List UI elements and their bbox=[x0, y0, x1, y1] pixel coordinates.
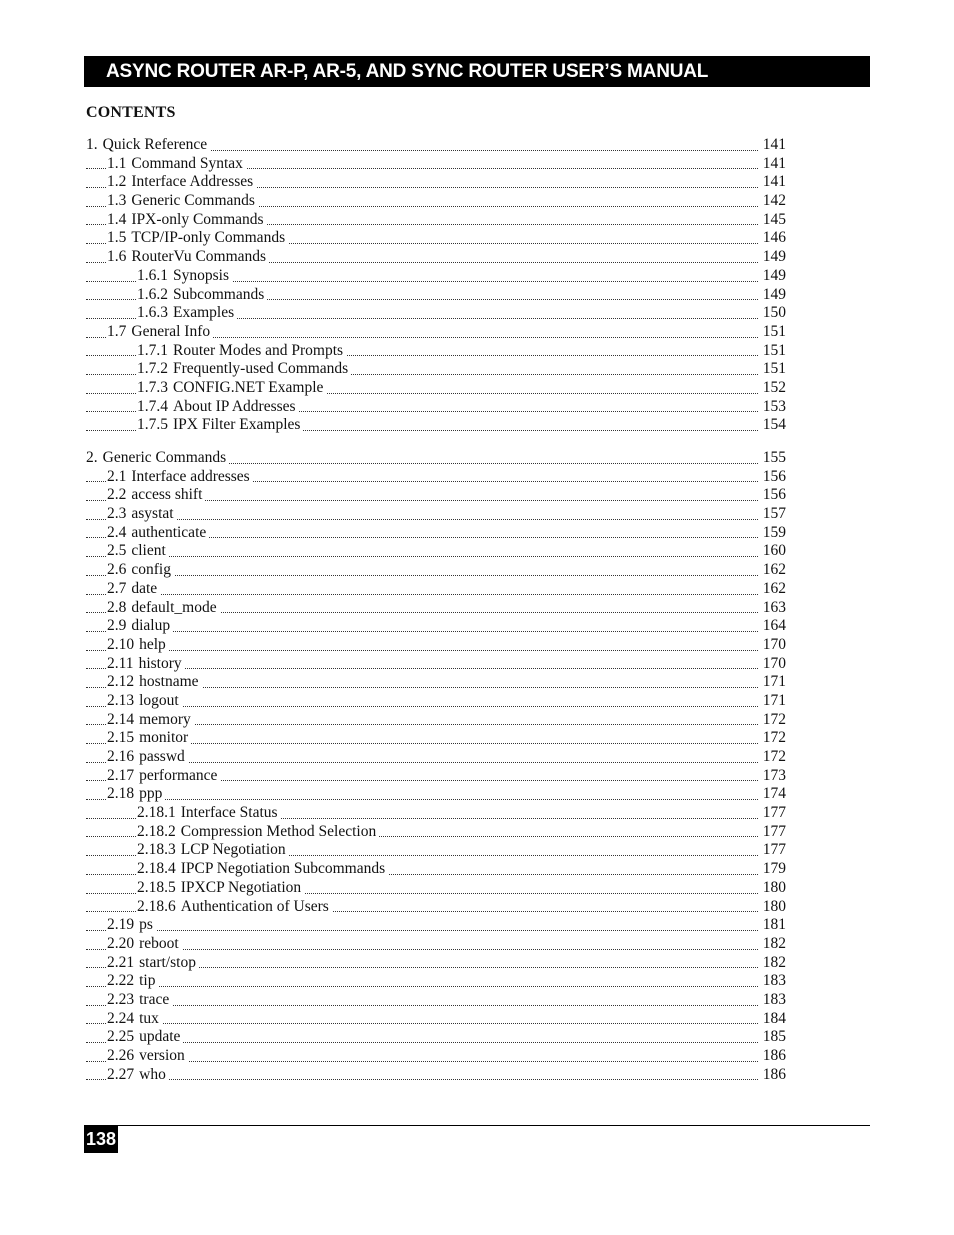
toc-entry-label bbox=[107, 991, 172, 1010]
dot-leader bbox=[86, 594, 758, 595]
toc-entry-label bbox=[137, 379, 326, 398]
toc-entry-number: 1.6.3 bbox=[137, 304, 173, 321]
toc-entry-title: About IP Addresses bbox=[173, 398, 299, 415]
toc-entry[interactable] bbox=[86, 342, 786, 361]
toc-entry-page: 186 bbox=[762, 1065, 786, 1083]
toc-entry-title: TCP/IP-only Commands bbox=[131, 229, 288, 246]
toc-entry[interactable] bbox=[86, 860, 786, 879]
toc-entry-title: access shift bbox=[131, 486, 205, 503]
toc-entry[interactable] bbox=[86, 449, 786, 468]
toc-entry[interactable] bbox=[86, 136, 786, 155]
toc-entry-title: reboot bbox=[139, 935, 182, 952]
toc-entry-label bbox=[107, 767, 220, 786]
toc-entry-label bbox=[137, 860, 388, 879]
toc-entry[interactable] bbox=[86, 599, 786, 618]
toc-entry-number: 1.7 bbox=[107, 323, 131, 340]
toc-entry-page: 186 bbox=[762, 1047, 786, 1064]
toc-entry-number: 2.18 bbox=[107, 785, 139, 802]
toc-entry-title: performance bbox=[139, 767, 220, 784]
toc-entry[interactable] bbox=[86, 561, 786, 580]
toc-entry[interactable] bbox=[86, 267, 786, 286]
toc-entry-title: history bbox=[139, 655, 185, 672]
toc-entry-label bbox=[86, 136, 210, 155]
toc-entry-label bbox=[107, 692, 182, 711]
dot-leader bbox=[86, 930, 758, 931]
toc-entry-page: 157 bbox=[762, 505, 786, 523]
toc-entry[interactable] bbox=[86, 804, 786, 823]
toc-entry-title: ps bbox=[139, 916, 156, 933]
toc-entry-title: Interface Addresses bbox=[131, 173, 256, 190]
toc-entry-number: 2.25 bbox=[107, 1028, 139, 1045]
toc-entry-title: IPX Filter Examples bbox=[173, 416, 303, 433]
table-of-contents bbox=[86, 136, 786, 1084]
toc-entry-page: 182 bbox=[762, 953, 786, 971]
toc-entry-number: 2.19 bbox=[107, 916, 139, 933]
toc-entry-number: 2. bbox=[86, 449, 103, 466]
toc-entry-page: 141 bbox=[762, 136, 786, 153]
toc-entry-label bbox=[107, 729, 191, 748]
toc-entry-title: passwd bbox=[139, 748, 188, 765]
dot-leader bbox=[86, 1079, 758, 1080]
toc-entry-page: 156 bbox=[762, 486, 786, 504]
toc-entry[interactable] bbox=[86, 580, 786, 599]
toc-entry[interactable] bbox=[86, 379, 786, 398]
toc-entry-title: tip bbox=[139, 972, 158, 989]
toc-entry-title: Generic Commands bbox=[103, 449, 230, 466]
toc-entry[interactable] bbox=[86, 323, 786, 342]
toc-entry-title: start/stop bbox=[139, 954, 199, 971]
toc-entry[interactable] bbox=[86, 991, 786, 1010]
toc-entry-page: 177 bbox=[762, 822, 786, 840]
contents-heading: CONTENTS bbox=[86, 104, 176, 121]
toc-entry-number: 2.13 bbox=[107, 692, 139, 709]
toc-entry-title: hostname bbox=[139, 673, 201, 690]
toc-entry-number: 1.6 bbox=[107, 248, 131, 265]
running-header bbox=[84, 56, 870, 87]
toc-entry-page: 177 bbox=[762, 841, 786, 859]
toc-entry-number: 2.6 bbox=[107, 561, 131, 578]
toc-entry-title: Examples bbox=[173, 304, 237, 321]
toc-entry-title: date bbox=[131, 580, 160, 597]
toc-entry-label bbox=[107, 524, 209, 543]
toc-entry-label bbox=[107, 155, 246, 174]
toc-entry-page: 183 bbox=[762, 972, 786, 990]
toc-entry-label bbox=[107, 542, 169, 561]
toc-entry-title: ppp bbox=[139, 785, 165, 802]
toc-entry-page: 172 bbox=[762, 710, 786, 728]
toc-entry[interactable] bbox=[86, 248, 786, 267]
footer-rule bbox=[84, 1125, 870, 1126]
toc-entry-label bbox=[107, 935, 182, 954]
toc-entry-title: LCP Negotiation bbox=[181, 841, 289, 858]
toc-entry-number: 1.4 bbox=[107, 211, 131, 228]
toc-entry-number: 2.8 bbox=[107, 599, 131, 616]
toc-entry-number: 1.7.5 bbox=[137, 416, 173, 433]
toc-entry-number: 2.5 bbox=[107, 542, 131, 559]
toc-entry-number: 2.20 bbox=[107, 935, 139, 952]
toc-entry-number: 2.3 bbox=[107, 505, 131, 522]
toc-entry-number: 1.5 bbox=[107, 229, 131, 246]
toc-entry[interactable] bbox=[86, 173, 786, 192]
toc-entry-page: 163 bbox=[762, 598, 786, 616]
manual-title: ASYNC ROUTER AR-P, AR-5, AND SYNC ROUTER USER’S MANUAL bbox=[106, 61, 709, 82]
toc-entry-label bbox=[107, 248, 269, 267]
toc-entry[interactable] bbox=[86, 360, 786, 379]
toc-entry[interactable] bbox=[86, 304, 786, 323]
toc-entry-number: 2.4 bbox=[107, 524, 131, 541]
toc-entry[interactable] bbox=[86, 972, 786, 991]
toc-entry-title: memory bbox=[139, 711, 194, 728]
toc-entry-number: 1.2 bbox=[107, 173, 131, 190]
toc-entry-label bbox=[137, 823, 379, 842]
toc-entry[interactable] bbox=[86, 823, 786, 842]
toc-entry-page: 185 bbox=[762, 1028, 786, 1046]
toc-entry-number: 1.6.2 bbox=[137, 286, 173, 303]
toc-entry[interactable] bbox=[86, 655, 786, 674]
toc-entry-page: 181 bbox=[762, 916, 786, 934]
toc-entry[interactable] bbox=[86, 785, 786, 804]
toc-entry-title: Command Syntax bbox=[131, 155, 246, 172]
toc-entry-number: 2.14 bbox=[107, 711, 139, 728]
toc-entry-label bbox=[107, 636, 169, 655]
toc-entry-page: 173 bbox=[762, 766, 786, 784]
toc-entry-label bbox=[107, 229, 288, 248]
toc-entry-label bbox=[137, 342, 346, 361]
toc-entry-label bbox=[107, 580, 160, 599]
toc-entry[interactable] bbox=[86, 692, 786, 711]
toc-entry[interactable] bbox=[86, 416, 786, 435]
toc-entry-number: 2.10 bbox=[107, 636, 139, 653]
toc-entry[interactable] bbox=[86, 192, 786, 211]
toc-entry[interactable] bbox=[86, 229, 786, 248]
toc-entry-title: Interface addresses bbox=[131, 468, 252, 485]
toc-entry-label bbox=[107, 211, 267, 230]
toc-entry-label bbox=[107, 655, 185, 674]
toc-entry[interactable] bbox=[86, 1028, 786, 1047]
toc-entry-title: Subcommands bbox=[173, 286, 267, 303]
toc-entry-label bbox=[107, 561, 174, 580]
toc-entry-page: 170 bbox=[762, 654, 786, 672]
toc-entry-number: 1.7.2 bbox=[137, 360, 173, 377]
toc-entry[interactable] bbox=[86, 398, 786, 417]
toc-entry[interactable] bbox=[86, 1010, 786, 1029]
toc-entry-page: 146 bbox=[762, 229, 786, 247]
toc-entry-number: 2.18.4 bbox=[137, 860, 181, 877]
toc-entry-page: 151 bbox=[762, 341, 786, 359]
toc-entry[interactable] bbox=[86, 505, 786, 524]
toc-entry[interactable] bbox=[86, 711, 786, 730]
toc-entry-label bbox=[107, 916, 156, 935]
toc-entry-page: 164 bbox=[762, 617, 786, 635]
toc-entry-page: 151 bbox=[762, 360, 786, 378]
toc-entry-label bbox=[107, 599, 220, 618]
toc-entry-number: 2.2 bbox=[107, 486, 131, 503]
toc-entry-label bbox=[107, 785, 165, 804]
toc-entry-number: 2.18.1 bbox=[137, 804, 181, 821]
toc-entry[interactable] bbox=[86, 748, 786, 767]
toc-entry-page: 141 bbox=[762, 154, 786, 172]
toc-entry-number: 2.23 bbox=[107, 991, 139, 1008]
toc-entry-page: 182 bbox=[762, 934, 786, 952]
toc-entry-label bbox=[137, 286, 267, 305]
toc-entry-page: 156 bbox=[762, 467, 786, 485]
toc-entry[interactable] bbox=[86, 468, 786, 487]
toc-entry-number: 1.6.1 bbox=[137, 267, 173, 284]
toc-entry-title: General Info bbox=[131, 323, 213, 340]
toc-entry-label bbox=[107, 711, 194, 730]
toc-entry[interactable] bbox=[86, 767, 786, 786]
toc-entry[interactable] bbox=[86, 916, 786, 935]
toc-entry-label bbox=[137, 898, 332, 917]
toc-entry-label bbox=[86, 449, 229, 468]
dot-leader bbox=[86, 706, 758, 707]
toc-entry-title: CONFIG.NET Example bbox=[173, 379, 326, 396]
toc-entry[interactable] bbox=[86, 524, 786, 543]
toc-entry-number: 1.7.1 bbox=[137, 342, 173, 359]
toc-entry-label bbox=[107, 1066, 169, 1085]
toc-entry-page: 177 bbox=[762, 804, 786, 822]
toc-entry-page: 172 bbox=[762, 748, 786, 765]
toc-entry-label bbox=[137, 267, 232, 286]
toc-entry-page: 180 bbox=[762, 897, 786, 915]
toc-entry-page: 150 bbox=[762, 304, 786, 322]
toc-entry-number: 2.15 bbox=[107, 729, 139, 746]
toc-entry-number: 1.3 bbox=[107, 192, 131, 209]
toc-entry-title: monitor bbox=[139, 729, 191, 746]
toc-entry[interactable] bbox=[86, 155, 786, 174]
toc-entry[interactable] bbox=[86, 935, 786, 954]
toc-entry-title: tux bbox=[139, 1010, 162, 1027]
toc-entry-title: Router Modes and Prompts bbox=[173, 342, 346, 359]
toc-entry-label bbox=[107, 954, 199, 973]
toc-entry-page: 170 bbox=[762, 635, 786, 653]
toc-entry-page: 152 bbox=[762, 378, 786, 396]
dot-leader bbox=[86, 799, 758, 800]
toc-entry-page: 149 bbox=[762, 266, 786, 284]
toc-entry-number: 2.17 bbox=[107, 767, 139, 784]
toc-entry-number: 2.18.3 bbox=[137, 841, 181, 858]
toc-entry-number: 2.26 bbox=[107, 1047, 139, 1064]
dot-leader bbox=[86, 631, 758, 632]
toc-entry-title: config bbox=[131, 561, 174, 578]
toc-entry-page: 171 bbox=[762, 673, 786, 691]
toc-entry-label bbox=[137, 360, 351, 379]
toc-entry-label bbox=[107, 468, 253, 487]
toc-entry[interactable] bbox=[86, 729, 786, 748]
toc-entry-number: 2.21 bbox=[107, 954, 139, 971]
toc-entry-title: authenticate bbox=[131, 524, 209, 541]
toc-entry-number: 2.7 bbox=[107, 580, 131, 597]
toc-entry-label bbox=[137, 416, 303, 435]
toc-entry[interactable] bbox=[86, 1047, 786, 1066]
toc-entry-page: 174 bbox=[762, 785, 786, 803]
toc-entry-label bbox=[107, 972, 159, 991]
toc-entry[interactable] bbox=[86, 954, 786, 973]
toc-entry-page: 153 bbox=[762, 397, 786, 415]
toc-entry-number: 2.18.6 bbox=[137, 898, 181, 915]
toc-entry[interactable] bbox=[86, 673, 786, 692]
toc-entry-number: 1.7.4 bbox=[137, 398, 173, 415]
page-number: 138 bbox=[84, 1125, 118, 1153]
toc-entry-title: IPCP Negotiation Subcommands bbox=[181, 860, 388, 877]
dot-leader bbox=[86, 1005, 758, 1006]
toc-entry-page: 160 bbox=[762, 542, 786, 560]
toc-entry-number: 2.9 bbox=[107, 617, 131, 634]
toc-entry[interactable] bbox=[86, 286, 786, 305]
toc-entry-label bbox=[137, 304, 237, 323]
toc-entry-number: 2.22 bbox=[107, 972, 139, 989]
dot-leader bbox=[86, 556, 758, 557]
toc-entry-label bbox=[107, 505, 177, 524]
toc-entry-page: 183 bbox=[762, 990, 786, 1008]
toc-entry-number: 1. bbox=[86, 136, 103, 153]
toc-entry-number: 1.1 bbox=[107, 155, 131, 172]
dot-leader bbox=[86, 650, 758, 651]
toc-entry[interactable] bbox=[86, 898, 786, 917]
toc-entry-label bbox=[107, 617, 173, 636]
toc-entry-page: 162 bbox=[762, 561, 786, 579]
toc-entry-title: Authentication of Users bbox=[181, 898, 332, 915]
toc-entry[interactable] bbox=[86, 211, 786, 230]
toc-entry-page: 149 bbox=[762, 248, 786, 266]
toc-entry-title: trace bbox=[139, 991, 172, 1008]
toc-entry-page: 145 bbox=[762, 210, 786, 228]
toc-entry-label bbox=[107, 486, 205, 505]
toc-entry-page: 151 bbox=[762, 322, 786, 340]
toc-entry-title: Generic Commands bbox=[131, 192, 258, 209]
dot-leader bbox=[86, 986, 758, 987]
toc-entry-number: 2.1 bbox=[107, 468, 131, 485]
dot-leader bbox=[86, 1042, 758, 1043]
toc-entry-page: 159 bbox=[762, 523, 786, 541]
toc-entry-title: logout bbox=[139, 692, 182, 709]
toc-entry[interactable] bbox=[86, 879, 786, 898]
toc-entry-label bbox=[137, 841, 289, 860]
toc-entry-page: 172 bbox=[762, 729, 786, 747]
toc-entry-label bbox=[107, 1010, 162, 1029]
toc-entry-title: IPXCP Negotiation bbox=[181, 879, 304, 896]
toc-entry-label bbox=[137, 879, 304, 898]
toc-entry-page: 180 bbox=[762, 878, 786, 896]
toc-entry-title: IPX-only Commands bbox=[131, 211, 266, 228]
toc-entry-number: 2.18.2 bbox=[137, 823, 181, 840]
toc-entry-page: 149 bbox=[762, 285, 786, 303]
toc-entry[interactable] bbox=[86, 1066, 786, 1085]
toc-entry-label bbox=[107, 1028, 183, 1047]
toc-entry-title: Synopsis bbox=[173, 267, 232, 284]
toc-entry-title: client bbox=[131, 542, 168, 559]
toc-entry-number: 2.11 bbox=[107, 655, 139, 672]
toc-entry-title: default_mode bbox=[131, 599, 219, 616]
toc-entry-title: who bbox=[139, 1066, 169, 1083]
toc-entry-title: version bbox=[139, 1047, 188, 1064]
toc-entry-title: help bbox=[139, 636, 169, 653]
toc-entry-title: Interface Status bbox=[181, 804, 281, 821]
toc-entry-page: 141 bbox=[762, 173, 786, 191]
toc-entry-label bbox=[107, 192, 258, 211]
toc-entry-title: update bbox=[139, 1028, 183, 1045]
toc-entry[interactable] bbox=[86, 636, 786, 655]
toc-entry-label bbox=[107, 1047, 188, 1066]
toc-entry-number: 2.24 bbox=[107, 1010, 139, 1027]
toc-entry-number: 2.12 bbox=[107, 673, 139, 690]
dot-leader bbox=[86, 575, 758, 576]
toc-entry-label bbox=[107, 173, 256, 192]
toc-entry-number: 2.27 bbox=[107, 1066, 139, 1083]
toc-entry-title: Quick Reference bbox=[103, 136, 211, 153]
dot-leader bbox=[86, 949, 758, 950]
toc-entry[interactable] bbox=[86, 841, 786, 860]
toc-entry-page: 162 bbox=[762, 579, 786, 597]
toc-entry-number: 2.18.5 bbox=[137, 879, 181, 896]
toc-entry-label bbox=[107, 323, 213, 342]
dot-leader bbox=[86, 668, 758, 669]
toc-entry-page: 155 bbox=[762, 449, 786, 466]
toc-entry-title: RouterVu Commands bbox=[131, 248, 269, 265]
dot-leader bbox=[86, 519, 758, 520]
toc-entry-title: Frequently-used Commands bbox=[173, 360, 351, 377]
dot-leader bbox=[86, 1023, 758, 1024]
toc-entry-label bbox=[137, 398, 299, 417]
toc-entry-page: 179 bbox=[762, 860, 786, 878]
toc-entry-number: 1.7.3 bbox=[137, 379, 173, 396]
toc-entry-title: dialup bbox=[131, 617, 173, 634]
toc-entry-page: 171 bbox=[762, 691, 786, 709]
toc-entry[interactable] bbox=[86, 486, 786, 505]
toc-entry[interactable] bbox=[86, 542, 786, 561]
toc-entry-label bbox=[107, 673, 202, 692]
toc-entry-page: 154 bbox=[762, 416, 786, 434]
toc-entry-number: 2.16 bbox=[107, 748, 139, 765]
toc-entry-page: 142 bbox=[762, 192, 786, 210]
toc-entry-title: Compression Method Selection bbox=[181, 823, 379, 840]
toc-entry-page: 184 bbox=[762, 1009, 786, 1027]
toc-entry[interactable] bbox=[86, 617, 786, 636]
toc-entry-label bbox=[137, 804, 281, 823]
toc-entry-label bbox=[107, 748, 188, 767]
toc-entry-title: asystat bbox=[131, 505, 176, 522]
